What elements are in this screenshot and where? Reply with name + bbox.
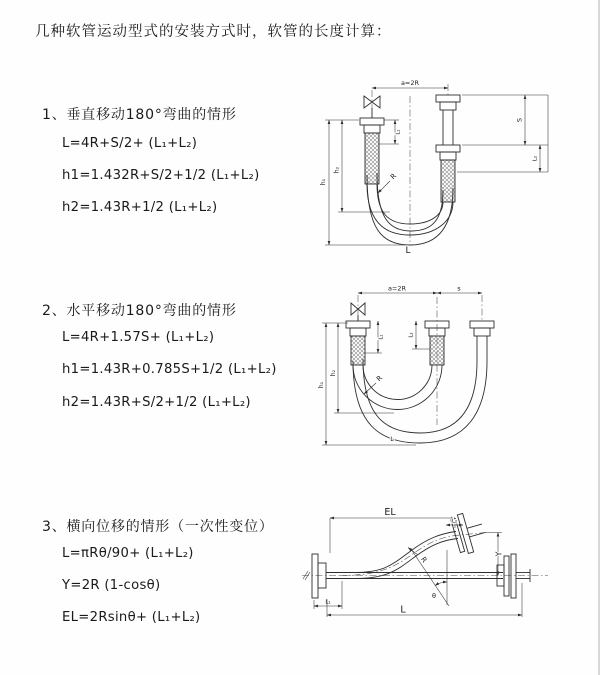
dim-label-h1: h₁	[318, 381, 325, 389]
section-1-formula-h1: h1=1.432R+S/2+1/2 (L₁+L₂)	[62, 168, 260, 183]
dim-label-s: s	[457, 284, 461, 293]
moved-pipe-flange	[470, 321, 494, 361]
dim-label-s: S	[515, 117, 524, 123]
dim-label-a2r: a=2R	[387, 284, 407, 293]
dim-label-l: L	[400, 604, 406, 616]
dim-label-l: L	[390, 435, 394, 443]
section-2-formula-L: L=4R+1.57S+ (L₁+L₂)	[62, 330, 215, 345]
diagram-vertical-180-bend	[315, 72, 560, 257]
dim-label-h2: h₂	[333, 166, 341, 174]
section-3-heading: 3、横向位移的情形（一次性变位）	[42, 519, 274, 535]
tilted-flange	[450, 509, 488, 555]
dim-label-l1: L₁	[378, 334, 385, 340]
section-3-formula-EL: EL=2Rsinθ+ (L₁+L₂)	[62, 610, 201, 625]
dim-label-l2: L₂	[532, 155, 539, 162]
diagram-lateral-displacement	[300, 503, 585, 643]
dim-label-h1: h₁	[320, 178, 327, 186]
section-3-formula-L: L=πRθ/90+ (L₁+L₂)	[62, 546, 194, 561]
left-flange	[312, 554, 326, 598]
dim-label-r: R	[375, 374, 385, 384]
s-curve-hose-displaced	[326, 532, 458, 579]
dim-label-l2: L₂	[451, 518, 458, 525]
section-1-formula-h2: h2=1.43R+1/2 (L₁+L₂)	[62, 200, 218, 215]
dim-label-l1: L₁	[395, 129, 402, 135]
section-3-formula-Y: Y=2R (1-cosθ)	[62, 578, 161, 593]
dimensions	[314, 507, 522, 617]
dim-label-r: R	[389, 172, 399, 182]
diagram-horizontal-180-bend	[318, 283, 578, 471]
section-2-formula-h1: h1=1.43R+0.785S+1/2 (L₁+L₂)	[62, 362, 277, 377]
right-pipe-flanges	[436, 95, 460, 202]
middle-pipe-flange	[425, 321, 449, 365]
section-2-heading: 2、水平移动180°弯曲的情形	[42, 303, 237, 319]
dim-label-y: Y	[494, 551, 504, 557]
dim-label-a2r: a=2R	[400, 79, 420, 87]
dim-label-l1: L₁	[325, 599, 331, 606]
left-pipe-flange	[346, 321, 370, 365]
section-2-formula-h2: h2=1.43R+S/2+1/2 (L₁+L₂)	[62, 395, 251, 410]
page-title: 几种软管运动型式的安装方式时，软管的长度计算：	[35, 24, 392, 40]
dim-label-r: R	[418, 555, 429, 565]
dim-label-theta: θ	[432, 592, 436, 600]
left-pipe-flange	[360, 118, 384, 184]
section-1-heading: 1、垂直移动180°弯曲的情形	[42, 107, 237, 123]
centerlines	[372, 84, 448, 242]
dim-label-el: EL	[384, 507, 396, 518]
centerlines	[358, 295, 482, 425]
dim-label-l2: L₂	[408, 332, 415, 338]
right-flange	[497, 554, 530, 598]
section-1-formula-L: L=4R+S/2+ (L₁+L₂)	[62, 136, 198, 151]
dim-label-l: L	[405, 246, 411, 256]
dim-label-h2: h₂	[329, 369, 337, 377]
dimensions	[320, 79, 548, 256]
hose-u-bend	[353, 359, 487, 443]
